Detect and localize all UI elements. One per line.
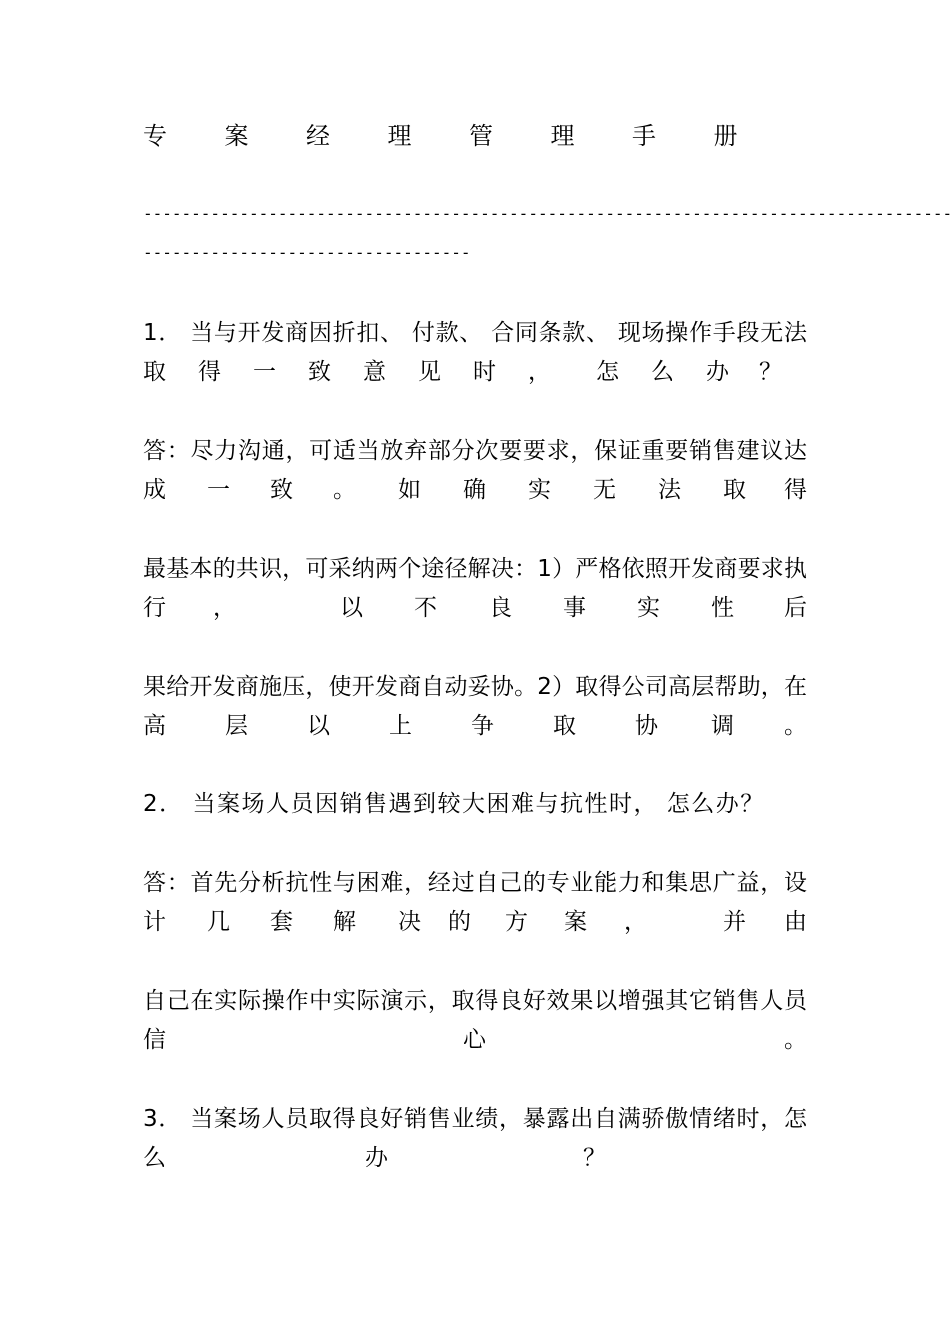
text-char: 一 (253, 359, 276, 385)
text-char: 的 (448, 909, 471, 935)
text-char: 方 (505, 909, 528, 935)
text-char: 几 (207, 909, 230, 935)
text-char: ， (528, 359, 551, 385)
text-char: 信 (143, 1027, 166, 1053)
text-char: 调 (711, 713, 734, 739)
text-char: 上 (389, 713, 412, 739)
question-1-line-1: 1． 当与开发商因折扣、 付款、 合同条款、 现场操作手段无法 (143, 320, 807, 346)
text-char: 协 (635, 713, 658, 739)
text-char: ？ (583, 1145, 606, 1171)
text-char: 。 (333, 477, 356, 503)
text-char: 如 (398, 477, 421, 503)
answer-1-line-3: 最基本的共识，可采纳两个途径解决：1）严格依照开发商要求执 (143, 556, 807, 582)
text-char: 以 (340, 595, 363, 621)
text-char: 一 (207, 477, 230, 503)
title-char: 理 (550, 122, 575, 150)
text-char: 层 (225, 713, 248, 739)
text-char: 后 (784, 595, 807, 621)
text-char: 么 (143, 1145, 166, 1171)
answer-1-line-5: 果给开发商施压，使开发商自动妥协。2）取得公司高层帮助，在 (143, 674, 807, 700)
text-char: 取 (553, 713, 576, 739)
answer-1-line-2 (143, 471, 807, 509)
text-char: 事 (563, 595, 586, 621)
text-char: 解 (333, 909, 356, 935)
title-char: 理 (387, 122, 412, 150)
answer-2-line-4 (143, 1021, 807, 1059)
text-char: 行 (143, 595, 166, 621)
answer-2-line-3: 自己在实际操作中实际演示，取得良好效果以增强其它销售人员 (143, 988, 807, 1014)
text-char: 成 (143, 477, 166, 503)
text-char: 不 (414, 595, 437, 621)
title-char: 专 (143, 122, 167, 150)
text-char: 意 (363, 359, 386, 385)
text-char: 计 (143, 909, 166, 935)
text-char: 致 (308, 359, 331, 385)
text-char: 得 (784, 477, 807, 503)
text-char: 怎 (596, 359, 619, 385)
text-char: ， (624, 909, 647, 935)
answer-2-line-1: 答：首先分析抗性与困难，经过自己的专业能力和集思广益，设 (143, 870, 807, 896)
text-char: 案 (564, 909, 587, 935)
question-3-line-2 (143, 1139, 807, 1177)
answer-1-line-4 (143, 589, 807, 627)
text-char: 致 (270, 477, 293, 503)
text-char: 取 (723, 477, 746, 503)
text-char: ？ (759, 359, 782, 385)
text-char: 实 (637, 595, 660, 621)
text-char: 。 (784, 713, 807, 739)
text-char: 心 (463, 1027, 486, 1053)
separator-line: ---------------------------------- (143, 243, 471, 262)
text-char: 。 (784, 1027, 807, 1053)
answer-1-line-1: 答：尽力沟通，可适当放弃部分次要要求，保证重要销售建议达 (143, 438, 807, 464)
question-3-line-1: 3． 当案场人员取得良好销售业绩，暴露出自满骄傲情绪时，怎 (143, 1106, 807, 1132)
text-char: 高 (143, 713, 166, 739)
text-char: 由 (784, 909, 807, 935)
text-char: 办 (706, 359, 729, 385)
text-char: 无 (593, 477, 616, 503)
text-char: 见 (418, 359, 441, 385)
text-char: 套 (270, 909, 293, 935)
text-char: ， (213, 595, 236, 621)
title-char: 手 (632, 122, 656, 150)
text-char: 得 (198, 359, 221, 385)
answer-2-line-2 (143, 903, 807, 941)
text-char: 以 (307, 713, 330, 739)
title-char: 经 (306, 122, 330, 150)
text-char: 确 (463, 477, 486, 503)
text-char: 办 (365, 1145, 388, 1171)
text-char: 时 (473, 359, 496, 385)
page-title (143, 118, 807, 154)
text-char: 实 (528, 477, 551, 503)
question-2-line-1: 2． 当案场人员因销售遇到较大困难与抗性时， 怎么办？ (143, 791, 765, 817)
text-char: 法 (658, 477, 681, 503)
title-char: 册 (713, 122, 738, 150)
answer-1-line-6 (143, 707, 807, 745)
text-char: 并 (723, 909, 746, 935)
text-char: 取 (143, 359, 166, 385)
text-char: 良 (489, 595, 512, 621)
text-char: 决 (398, 909, 421, 935)
text-char: 性 (711, 595, 734, 621)
question-1-line-2 (143, 353, 807, 391)
text-char: 么 (651, 359, 674, 385)
title-char: 案 (224, 122, 249, 150)
text-char: 争 (471, 713, 494, 739)
separator-line: ------------------------------------------------------------------------------------ (143, 204, 952, 223)
title-char: 管 (469, 122, 493, 150)
